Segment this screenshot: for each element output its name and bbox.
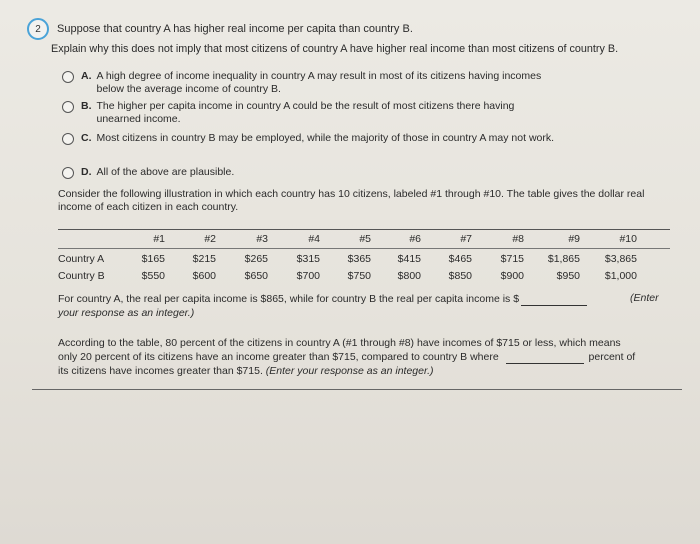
table-cell: $265 bbox=[244, 253, 268, 265]
table-cell: $950 bbox=[556, 270, 580, 282]
table-row-label: Country A bbox=[58, 253, 105, 265]
table-cell: $315 bbox=[296, 253, 320, 265]
table-header-cell: #6 bbox=[409, 233, 421, 245]
option-c[interactable] bbox=[62, 132, 557, 145]
radio-option-b[interactable] bbox=[62, 101, 74, 113]
option-c-letter: C. bbox=[81, 132, 92, 144]
answer-input-country-b-percent[interactable] bbox=[506, 352, 584, 364]
table-header-cell: #1 bbox=[153, 233, 165, 245]
table-header-border bbox=[58, 248, 670, 249]
part-b-line3: its citizens have incomes greater than $715. bbox=[58, 365, 263, 377]
table-cell: $3,865 bbox=[604, 253, 637, 265]
question-header bbox=[27, 18, 413, 40]
table-cell: $750 bbox=[347, 270, 371, 282]
part-b-line1: According to the table, 80 percent of the citizens in country A (#1 through #8) have incomes of $715 or less, which means bbox=[58, 337, 621, 349]
table-cell: $850 bbox=[448, 270, 472, 282]
option-b-letter: B. bbox=[81, 100, 92, 112]
table-header-cell: #9 bbox=[568, 233, 580, 245]
table-header-cell: #10 bbox=[619, 233, 637, 245]
table-cell: $1,865 bbox=[547, 253, 580, 265]
question-prompt: Suppose that country A has higher real income per capita than country B. bbox=[57, 23, 413, 35]
table-header-cell: #7 bbox=[460, 233, 472, 245]
part-b-suffix: percent of bbox=[588, 351, 636, 363]
part-a-enter-note-2: your response as an integer.) bbox=[58, 307, 195, 319]
question-number-badge: 2 bbox=[27, 18, 49, 40]
radio-option-d[interactable] bbox=[62, 167, 74, 179]
table-cell: $600 bbox=[192, 270, 216, 282]
table-header-cell: #4 bbox=[308, 233, 320, 245]
part-a bbox=[58, 292, 678, 306]
table-header-cell: #2 bbox=[204, 233, 216, 245]
table-cell: $900 bbox=[500, 270, 524, 282]
option-b[interactable] bbox=[62, 100, 557, 126]
radio-option-c[interactable] bbox=[62, 133, 74, 145]
option-d-text: All of the above are plausible. bbox=[96, 166, 235, 178]
table-cell: $715 bbox=[500, 253, 524, 265]
table-cell: $415 bbox=[397, 253, 421, 265]
table-row-label: Country B bbox=[58, 270, 105, 282]
option-a-text: A high degree of income inequality in country A may result in most of its citizens having incomes below the average income of country B. bbox=[96, 70, 542, 95]
table-cell: $800 bbox=[397, 270, 421, 282]
explain-instruction: Explain why this does not imply that most citizens of country A have higher real income than most citizens of country B. bbox=[51, 43, 619, 55]
table-header-cell: #3 bbox=[256, 233, 268, 245]
option-d-letter: D. bbox=[81, 166, 92, 178]
option-a-letter: A. bbox=[81, 70, 92, 82]
option-a[interactable] bbox=[62, 70, 557, 96]
table-cell: $550 bbox=[141, 270, 165, 282]
option-b-text: The higher per capita income in country A could be the result of most citizens there having unearned income. bbox=[96, 100, 515, 125]
table-top-border bbox=[58, 229, 670, 230]
table-cell: $700 bbox=[296, 270, 320, 282]
answer-input-country-b-per-capita[interactable] bbox=[521, 294, 587, 306]
part-a-enter-note: (Enter bbox=[630, 292, 659, 304]
table-cell: $465 bbox=[448, 253, 472, 265]
table-header-cell: #5 bbox=[359, 233, 371, 245]
table-cell: $165 bbox=[141, 253, 165, 265]
table-header-cell: #8 bbox=[512, 233, 524, 245]
part-a-text: For country A, the real per capita income is $865, while for country B the real per capita income is $ bbox=[58, 293, 520, 305]
part-b-enter-note: (Enter your response as an integer.) bbox=[265, 365, 434, 377]
part-b-line2: only 20 percent of its citizens have an income greater than $715, compared to country B where bbox=[58, 351, 499, 363]
table-cell: $365 bbox=[347, 253, 371, 265]
part-b bbox=[58, 336, 678, 378]
option-c-text: Most citizens in country B may be employed, while the majority of those in country A may not work. bbox=[96, 132, 555, 144]
consider-paragraph: Consider the following illustration in which each country has 10 citizens, labeled #1 through #10. The table gives the dollar real income of each citizen in each country. bbox=[58, 188, 645, 213]
table-cell: $1,000 bbox=[604, 270, 637, 282]
option-d[interactable] bbox=[62, 166, 557, 179]
bottom-divider bbox=[32, 389, 682, 390]
radio-option-a[interactable] bbox=[62, 71, 74, 83]
table-cell: $215 bbox=[192, 253, 216, 265]
table-cell: $650 bbox=[244, 270, 268, 282]
